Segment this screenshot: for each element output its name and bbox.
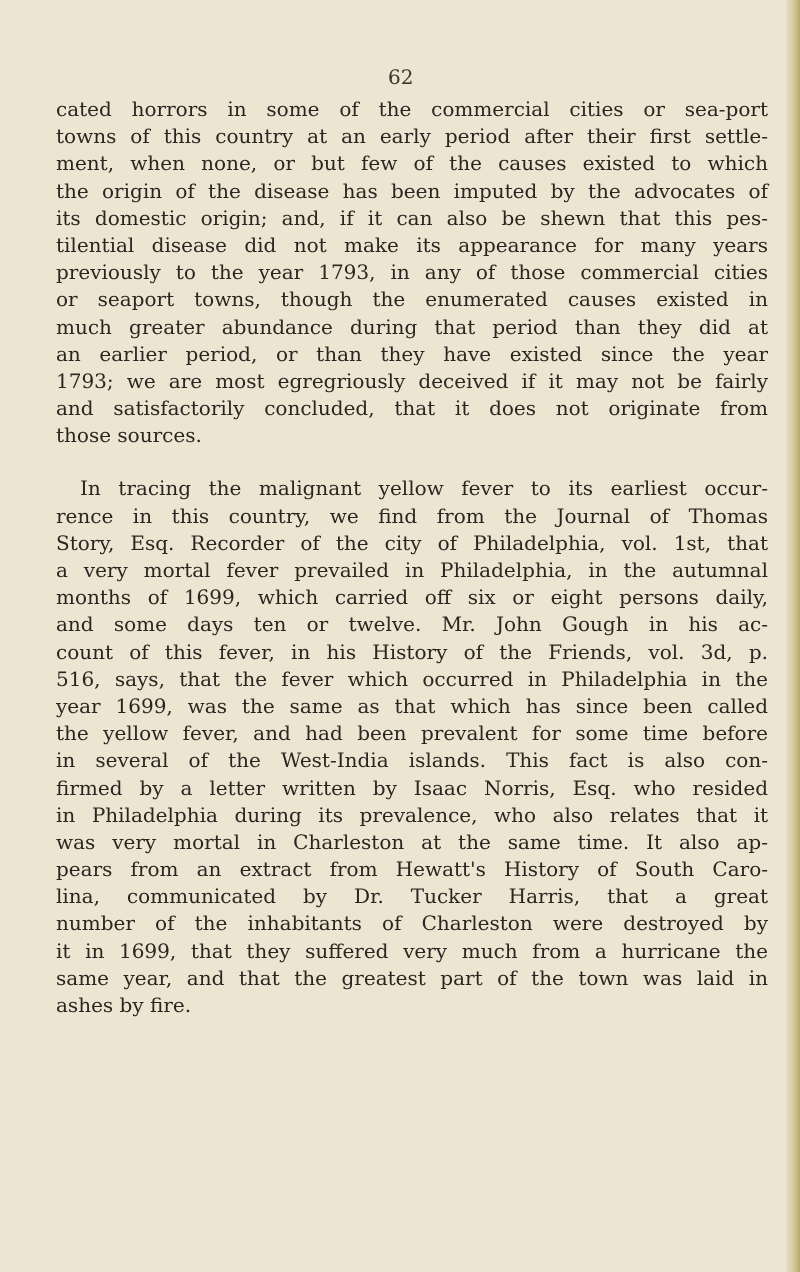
text-line: towns of this country at an early period after their first settle- [56, 124, 768, 149]
text-line: was very mortal in Charleston at the same time. It also ap- [56, 829, 768, 854]
text-line: cated horrors in some of the commercial cities or sea-port [56, 97, 768, 121]
text-line: ashes by fire. [56, 993, 192, 1017]
text-line: rence in this country, we find from the Journal of Thomas [56, 503, 768, 528]
text-line: year 1699, was the same as that which has since been called [56, 693, 768, 718]
text-line: same year, and that the greatest part of the town was laid in [56, 965, 768, 990]
text-line: count of this fever, in his History of the Friends, vol. 3d, p. [56, 639, 768, 664]
text-line: much greater abundance during that period than they did at [56, 314, 768, 339]
text-line: the yellow fever, and had been prevalent for some time before [56, 721, 768, 746]
paragraph-gap [56, 449, 768, 475]
text-line: ment, when none, or but few of the causes existed to which [56, 151, 768, 176]
page-edge [786, 0, 800, 1272]
text-line: Story, Esq. Recorder of the city of Philadelphia, vol. 1st, that [56, 530, 768, 555]
text-line: 516, says, that the fever which occurred in Philadelphia in the [56, 666, 768, 691]
text-line: in Philadelphia during its prevalence, who also relates that it [56, 802, 768, 827]
text-line: its domestic origin; and, if it can also be shewn that this pes- [56, 205, 768, 230]
text-line: tilential disease did not make its appearance for many years [56, 232, 768, 257]
text-line: in several of the West-India islands. This fact is also con- [56, 748, 768, 773]
paragraph-1 [56, 96, 768, 449]
text-line: months of 1699, which carried off six or eight persons daily, [56, 585, 768, 610]
text-line: the origin of the disease has been imputed by the advocates of [56, 178, 768, 203]
text-line: lina, communicated by Dr. Tucker Harris, that a great [56, 884, 768, 909]
paragraph-2 [56, 475, 768, 1019]
text-line: and some days ten or twelve. Mr. John Gough in his ac- [56, 612, 768, 637]
text-line: pears from an extract from Hewatt's History of South Caro- [56, 857, 768, 882]
text-line: firmed by a letter written by Isaac Norris, Esq. who resided [56, 775, 768, 800]
text-line: it in 1699, that they suffered very much from a hurricane the [56, 938, 768, 963]
page-number: 62 [388, 65, 414, 89]
text-line: an earlier period, or than they have existed since the year [56, 341, 768, 366]
text-line: those sources. [56, 423, 202, 448]
text-line: and satisfactorily concluded, that it does not originate from [56, 396, 768, 421]
text-line: or seaport towns, though the enumerated causes existed in [56, 287, 768, 312]
text-body [56, 96, 768, 1019]
text-line: a very mortal fever prevailed in Philadelphia, in the autumnal [56, 558, 768, 582]
text-line: previously to the year 1793, in any of those commercial cities [56, 260, 768, 285]
text-line: number of the inhabitants of Charleston were destroyed by [56, 911, 768, 936]
text-line: 1793; we are most egregriously deceived if it may not be fairly [56, 368, 768, 393]
text-line: In tracing the malignant yellow fever to its earliest occur- [80, 476, 768, 501]
